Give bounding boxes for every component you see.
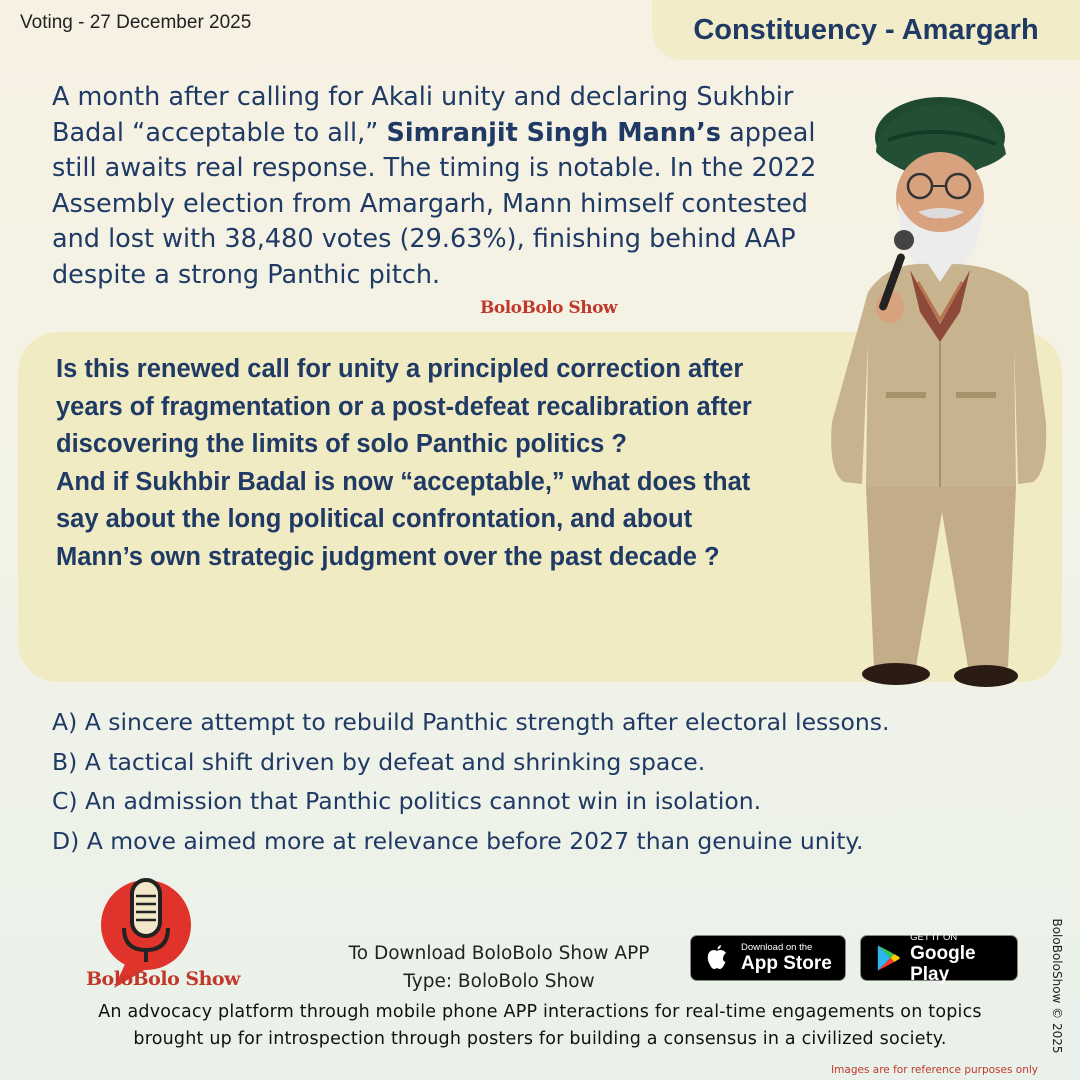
app-store-big-label: App Store (741, 953, 832, 974)
option-c[interactable]: C) An admission that Panthic politics cannot win in isolation. (52, 787, 762, 815)
voting-date: Voting - 27 December 2025 (20, 12, 252, 33)
google-play-small-label: GET IT ON (910, 931, 958, 943)
tagline-line-1: An advocacy platform through mobile phone APP interactions for real-time engagements on topics (98, 1002, 982, 1022)
intro-paragraph (52, 80, 862, 293)
answer-options (52, 703, 1042, 861)
intro-text-1: A month after calling for Akali unity and declaring Sukhbir Badal “acceptable to all,” (52, 82, 794, 148)
brand-name: BoloBolo Show (86, 968, 240, 990)
constituency-badge: Constituency - Amargarh (652, 0, 1080, 60)
person-illustration (818, 92, 1058, 692)
option-b[interactable]: B) A tactical shift driven by defeat and shrinking space. (52, 747, 706, 776)
apple-icon (701, 941, 735, 975)
copyright-text: BoloBoloShow © 2025 (1050, 918, 1064, 1054)
app-store-small-label: Download on the (741, 942, 813, 953)
option-a[interactable]: A) A sincere attempt to rebuild Panthic strength after electoral lessons. (52, 708, 890, 736)
google-play-icon (871, 941, 904, 975)
tagline (20, 999, 1060, 1053)
watermark: BoloBolo Show (480, 298, 618, 318)
question-part-1: Is this renewed call for unity a principled correction after years of fragmentation or a post-defeat recalibration after discovering the limits of solo Panthic politics ? (56, 355, 752, 458)
download-instructions (320, 940, 678, 996)
google-play-button[interactable] (860, 931, 1018, 985)
intro-name: Simranjit Singh Mann’s (386, 117, 721, 148)
tagline-line-2: brought up for introspection through posters for building a consensus in a civilized society. (133, 1029, 947, 1049)
app-store-button[interactable] (690, 935, 846, 981)
disclaimer: Images are for reference purposes only (831, 1064, 1038, 1076)
copyright-vertical (1042, 912, 1072, 1060)
download-line-1: To Download BoloBolo Show APP (348, 943, 650, 964)
question-part-2: And if Sukhbir Badal is now “acceptable,” what does that say about the long political confrontation, and about Mann’s own strategic judgment over the past decade ? (56, 467, 751, 571)
question-text (56, 351, 786, 576)
intro-text-2: appeal still awaits real response. The timing is notable. In the 2022 Assembly election from Amargarh, Mann himself contested and lost with 38,480 votes (29.63%), finishing behind AAP despite a strong Panthic pitch. (52, 117, 817, 290)
google-play-big-label: Google Play (910, 942, 976, 985)
download-line-2: Type: BoloBolo Show (403, 971, 595, 992)
option-d[interactable]: D) A move aimed more at relevance before 2027 than genuine unity. (52, 826, 864, 855)
